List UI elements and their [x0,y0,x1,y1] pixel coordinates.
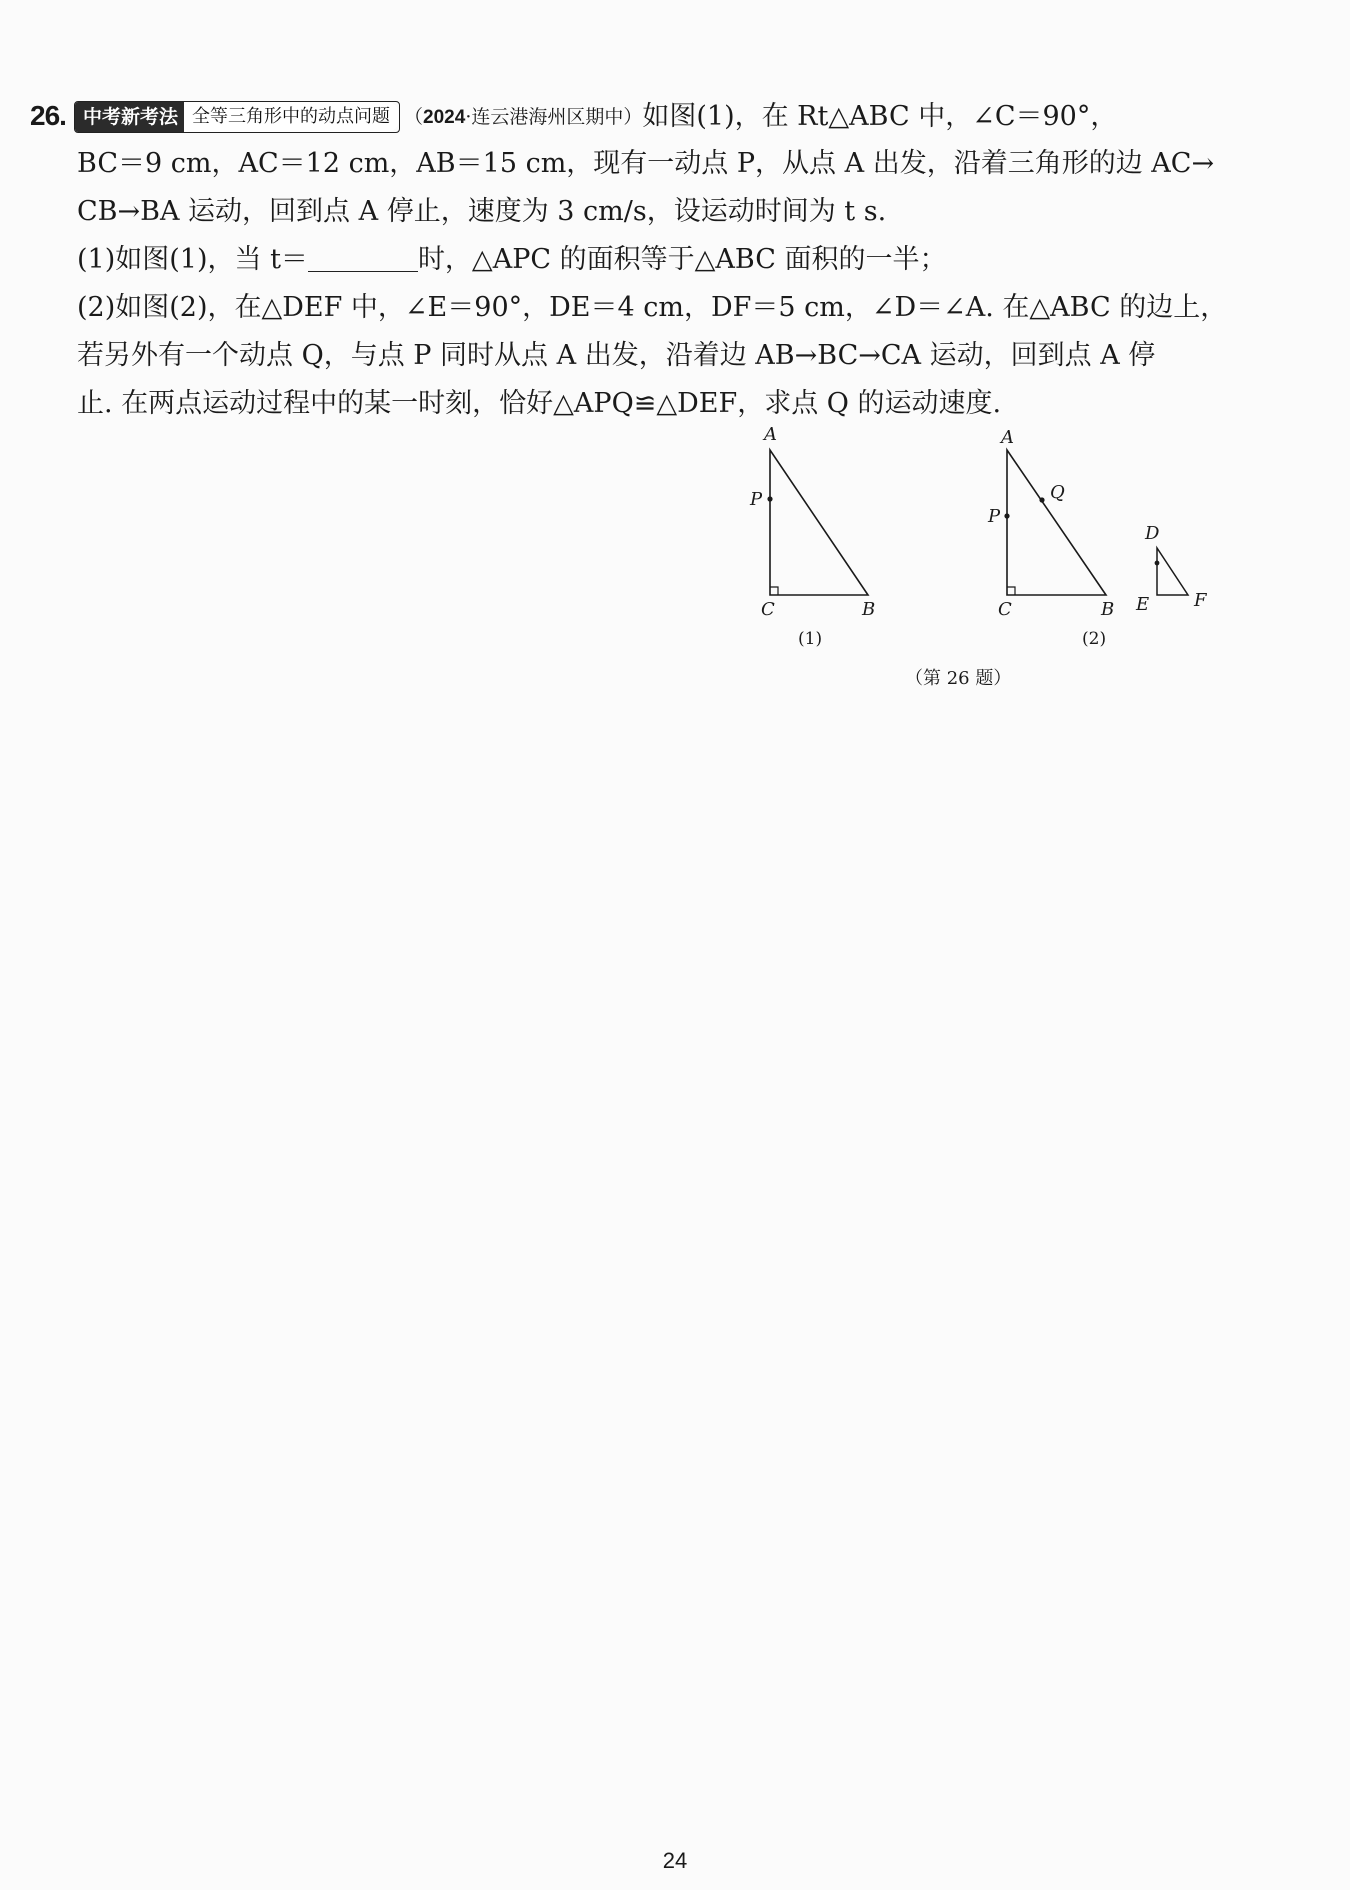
label-b-1: B [862,599,876,620]
problem-line-1 [30,92,1225,140]
triangle-def [1157,548,1188,595]
problem-text-1: 如图(1)，在 Rt△ABC 中，∠C＝90°， [642,101,1118,132]
caption-2: (2) [1082,629,1107,649]
caption-1: (1) [798,629,823,649]
part-2-line-3: 止. 在两点运动过程中的某一时刻，恰好△APQ≌△DEF，求点 Q 的运动速度. [77,388,1002,419]
tag-new-method: 中考新考法 [75,102,184,132]
label-f: F [1194,590,1207,611]
problem-26 [30,92,1228,428]
page-number: 24 [662,1848,688,1873]
problem-source: （2024·连云港海州区期中） [404,106,643,128]
figure-1 [749,424,875,649]
figure-group [740,415,1240,695]
label-e: E [1136,594,1150,615]
part-2-line-2: 若另外有一个动点 Q，与点 P 同时从点 A 出发，沿着边 AB→BC→CA 运动，回到点 A 停 [77,340,1156,371]
figure-def [1135,523,1208,615]
label-a-1: A [764,424,777,445]
part-1-before: (1)如图(1)，当 t＝ [77,244,308,275]
answer-blank[interactable] [308,241,418,272]
tag-topic: 全等三角形中的动点问题 [184,102,399,132]
problem-tag [74,101,400,133]
point-q-2 [1039,497,1044,502]
figure-2 [987,427,1114,649]
part-1-after: 时，△APC 的面积等于△ABC 面积的一半； [417,244,947,275]
triangle-abc-2 [1007,450,1106,595]
part-2-line-1: (2)如图(2)，在△DEF 中，∠E＝90°，DE＝4 cm，DF＝5 cm，∠D＝∠A. 在△ABC 的边上， [77,292,1228,323]
label-p-1: P [750,489,763,510]
label-c-1: C [761,599,775,620]
triangle-abc-1 [770,450,868,595]
right-angle-mark-2 [1007,587,1015,595]
part-1-line [30,236,1225,284]
point-p-2 [1004,513,1009,518]
problem-line-3: CB→BA 运动，回到点 A 停止，速度为 3 cm/s，设运动时间为 t s. [77,196,887,227]
label-q-2: Q [1050,482,1065,503]
label-a-2: A [1001,427,1014,448]
label-b-2: B [1101,599,1115,620]
problem-line-2: BC＝9 cm，AC＝12 cm，AB＝15 cm，现有一动点 P，从点 A 出发，沿着三角形的边 AC→ [77,148,1215,179]
figure-caption: （第 26 题） [905,668,1012,689]
right-angle-mark-1 [770,587,778,595]
point-p-1 [767,496,772,501]
point-def-mark [1155,561,1160,566]
geometry-figures [740,415,1240,695]
label-p-2: P [988,506,1001,527]
label-c-2: C [998,599,1012,620]
label-d: D [1145,523,1160,544]
problem-number: 26. [30,100,66,131]
